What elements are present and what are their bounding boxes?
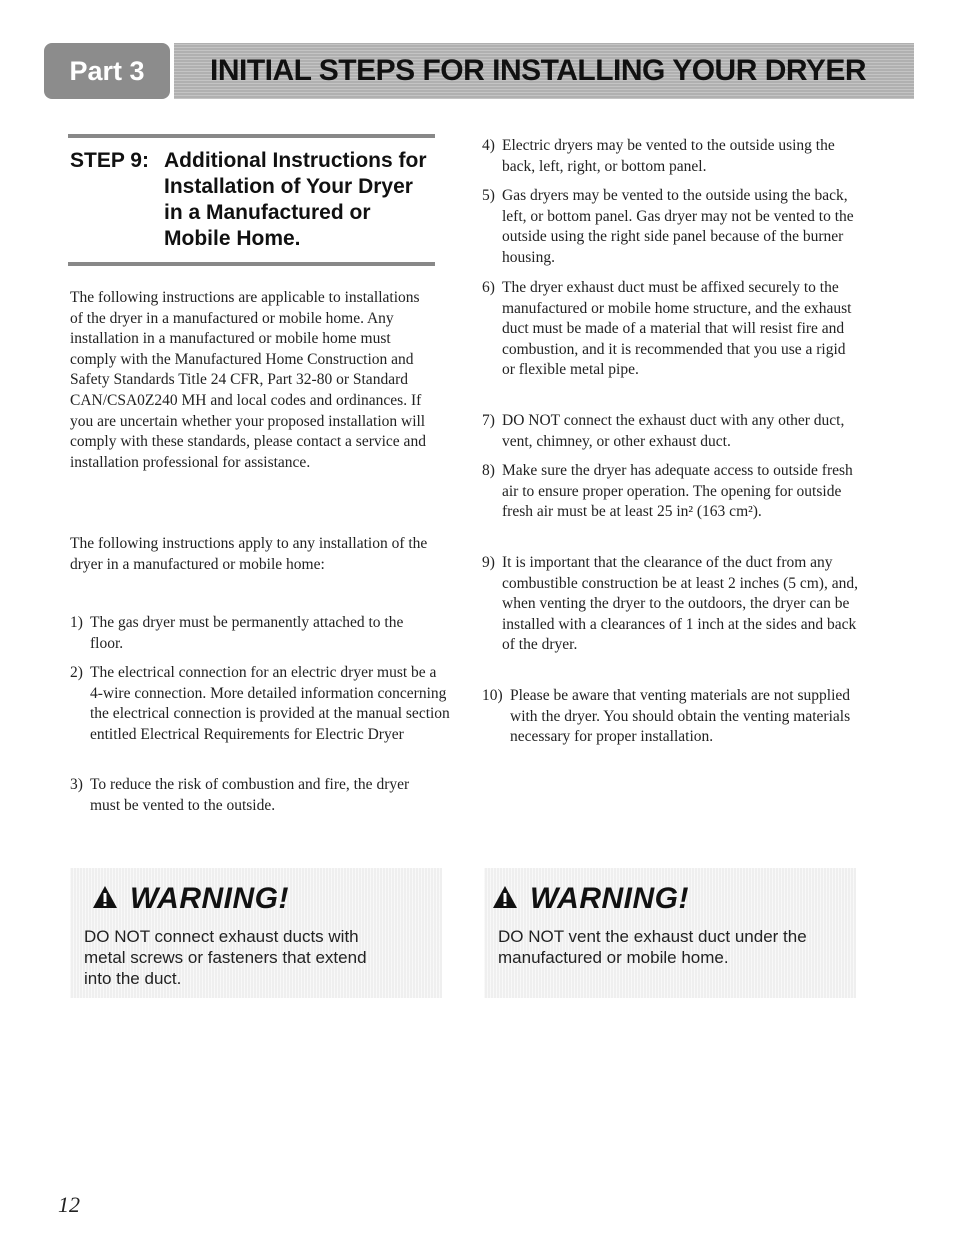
part-tab: Part 3 bbox=[44, 43, 170, 99]
intro-paragraph-1: The following instructions are applicable to installations of the dryer in a manufactured or mobile home. Any installation in a manufactured or mobile home must comply with the Manufactured Home Construction and Safety Standards Title 24 CFR, Part 32-80 or Standard CAN/CSA0Z240 MH and local codes and ordinances. If you are uncertain whether your proposed installation will comply with these standards, please contact a service and installation professional for assistance. bbox=[70, 289, 426, 471]
list-item: 2) The electrical connection for an electric dryer must be a 4-wire connection. More detailed information concerning the electrical connection is provided at the manual section entitled Electrical Requirements for Electric Dryer bbox=[70, 664, 450, 743]
list-item: 3) To reduce the risk of combustion and fire, the dryer must be vented to the outside. bbox=[70, 776, 410, 814]
step-title: Additional Instructions for Installation of Your Dryer in a Manufactured or Mobile Home. bbox=[164, 149, 427, 250]
warning-box bbox=[70, 868, 442, 998]
list-item: 1) The gas dryer must be permanently attached to the floor. bbox=[70, 614, 404, 652]
warning-title: WARNING! bbox=[530, 882, 689, 915]
step-heading-box bbox=[68, 134, 435, 266]
list-item: 4) Electric dryers may be vented to the outside using the back, left, right, or bottom panel. bbox=[482, 137, 835, 175]
intro-paragraph-2: The following instructions apply to any installation of the dryer in a manufactured or mobile home: bbox=[70, 535, 428, 573]
warning-triangle-icon bbox=[492, 885, 518, 914]
list-item: 9) It is important that the clearance of the duct from any combustible construction be at least 2 inches (5 cm), and, when venting the dryer to the outdoors, the dryer can be installed with a clearances of 1 inch at the sides and back of the dryer. bbox=[482, 554, 858, 654]
step-label: STEP 9: bbox=[70, 149, 149, 172]
list-item: 5) Gas dryers may be vented to the outside using the back, left, or bottom panel. Gas dryer may not be vented to the outside using the right side panel because of the burner housing. bbox=[482, 187, 854, 266]
list-item: 7) DO NOT connect the exhaust duct with any other duct, vent, chimney, or other exhaust duct. bbox=[482, 412, 845, 450]
list-item: 10) Please be aware that venting materials are not supplied with the dryer. You should obtain the venting materials necessary for proper installation. bbox=[482, 687, 851, 746]
warning-title: WARNING! bbox=[130, 882, 289, 915]
list-item: 8) Make sure the dryer has adequate access to outside fresh air to ensure proper operation. The opening for outside fresh air must be at least 25 in² (163 cm²). bbox=[482, 462, 853, 521]
list-item: 6) The dryer exhaust duct must be affixed securely to the manufactured or mobile home structure, and the exhaust duct must be made of a material that will resist fire and combustion, and it is recommended that you use a rigid or flexible metal pipe. bbox=[482, 279, 852, 379]
page-number: 12 bbox=[58, 1192, 80, 1217]
warning-triangle-icon bbox=[92, 885, 118, 914]
warning-box bbox=[484, 868, 856, 998]
warning-text: DO NOT vent the exhaust duct under the manufactured or mobile home. bbox=[498, 927, 807, 967]
page-header bbox=[44, 43, 914, 99]
warning-header bbox=[492, 882, 689, 916]
warning-text: DO NOT connect exhaust ducts with metal screws or fasteners that extend into the duct. bbox=[84, 927, 367, 988]
warning-header bbox=[92, 882, 289, 916]
section-title: INITIAL STEPS FOR INSTALLING YOUR DRYER bbox=[174, 43, 914, 99]
